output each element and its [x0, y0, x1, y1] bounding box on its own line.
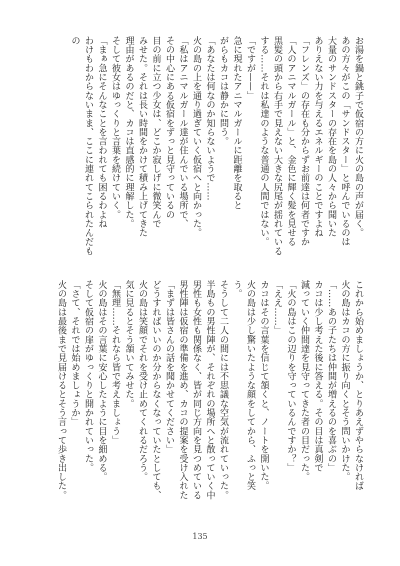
- paragraph: これから始めましょうか、とりあえずやらなければ: [353, 280, 363, 491]
- paragraph: 理由があるのだと、カコは直感的に理解した。: [123, 36, 134, 229]
- paragraph: 火の島はその言葉に安心したように目を細める。: [96, 280, 107, 482]
- paragraph: 火の島はカコの方に振り向くとそう問いかけた。: [339, 280, 350, 482]
- paragraph: 「火の島はこの辺りを守っているんですか？」: [285, 280, 296, 473]
- paragraph: そうして二人の間には不思議な空気が流れていった。: [218, 280, 228, 500]
- paragraph: ありえない力を与えるエネルギーのことですよね: [312, 36, 323, 238]
- paragraph: 「さて、それでは始めましょうか」: [69, 280, 80, 427]
- paragraph: 男性も女性も関係なく、皆が同じ方向を見つめている: [191, 280, 201, 500]
- paragraph: 減っていく仲間達を見守ってきた者の目だった。: [299, 280, 309, 482]
- paragraph: 「あなたは何なのか知らないようで……: [204, 36, 215, 201]
- page-number: 135: [192, 532, 208, 541]
- paragraph: 「私はアニマルガール達が住んでいる場所で、: [177, 36, 188, 229]
- paragraph: どうすればいいのか分からなくなっていたとしても、: [150, 280, 161, 500]
- paragraph: 急に現れたアニマルガールに距離を取ると: [231, 36, 242, 210]
- text-band-bottom: [40, 280, 364, 508]
- paragraph: 「人のアニマルガール」と、金色に輝く髪を見せる: [285, 36, 296, 247]
- paragraph: カコはその言葉を信じて頷くと、ノートを開いた。: [258, 280, 269, 491]
- paragraph: 「……あの子たちは仲間が増えるのを喜ぶの」: [326, 280, 336, 473]
- paragraph: その中心にある仮宿をずっと見守っているの: [164, 36, 174, 219]
- paragraph: わけもわからないまま、ここに連れてこられたんだもの: [69, 36, 93, 256]
- paragraph: 火の島は少し驚いたような顔をしてから、ふっと笑う。: [231, 280, 255, 491]
- paragraph: がらもカコは静かに問う。: [218, 36, 228, 146]
- paragraph: 大量のサンドスターの存在を島の人々から聞いた: [326, 36, 336, 238]
- text-band-top: [40, 36, 364, 262]
- paragraph: 「フレンズ」の存在も分からずお前達は何者ですか: [299, 36, 309, 247]
- paragraph: お湯を鍋と銚子で仮宿の方に火の島の声が届く。: [353, 36, 363, 238]
- paragraph: 黒髪の頭から右手で見えない大きな尻尾が揺れている: [272, 36, 282, 256]
- paragraph: 「無理……それなら皆で考えましょう」: [110, 280, 120, 445]
- paragraph: 「まぁ急にそんなことを言われても困るわよね: [96, 36, 107, 229]
- paragraph: そして仮宿の扉がゆっくりと開かれていった。: [83, 280, 93, 473]
- paragraph: 目の前に立つ少女は、どこか寂しげに微笑んで: [150, 36, 161, 229]
- paragraph: そして彼女はゆっくりと言葉を続けていく。: [110, 36, 120, 219]
- paragraph: 「まずは皆さんの話を聞かせてください」: [164, 280, 174, 454]
- paragraph: あの方々がこの「サンドスター」と呼んでいるのは: [339, 36, 350, 247]
- paragraph: 「ですが——」: [245, 36, 255, 101]
- paragraph: 火の島の上を通り過ぎていく仮宿へと向かった。: [191, 36, 201, 238]
- paragraph: カコは少し考えた後に答える。その目は真剣で: [312, 280, 323, 473]
- paragraph: 男性陣は仮宿の準備を進め、カコの提案を受け入れた: [177, 280, 188, 500]
- paragraph: 「ええ……」: [272, 280, 282, 335]
- paragraph: みせた。それは長い時間をかけて積み上げてきた: [137, 36, 147, 238]
- paragraph: 火の島は笑顔でそれを受け止めてくれるだろう。: [137, 280, 147, 482]
- paragraph: 気に見るとそう頷いてみせた。: [123, 280, 134, 409]
- paragraph: する……それは私達のような普通の人間ではない。: [258, 36, 269, 247]
- paragraph: 火の島は最後まで見届けるとそう言って歩き出した。: [56, 280, 66, 500]
- paragraph: 半島もの男性陣が、それぞれの場所へと散っていく中: [204, 280, 215, 500]
